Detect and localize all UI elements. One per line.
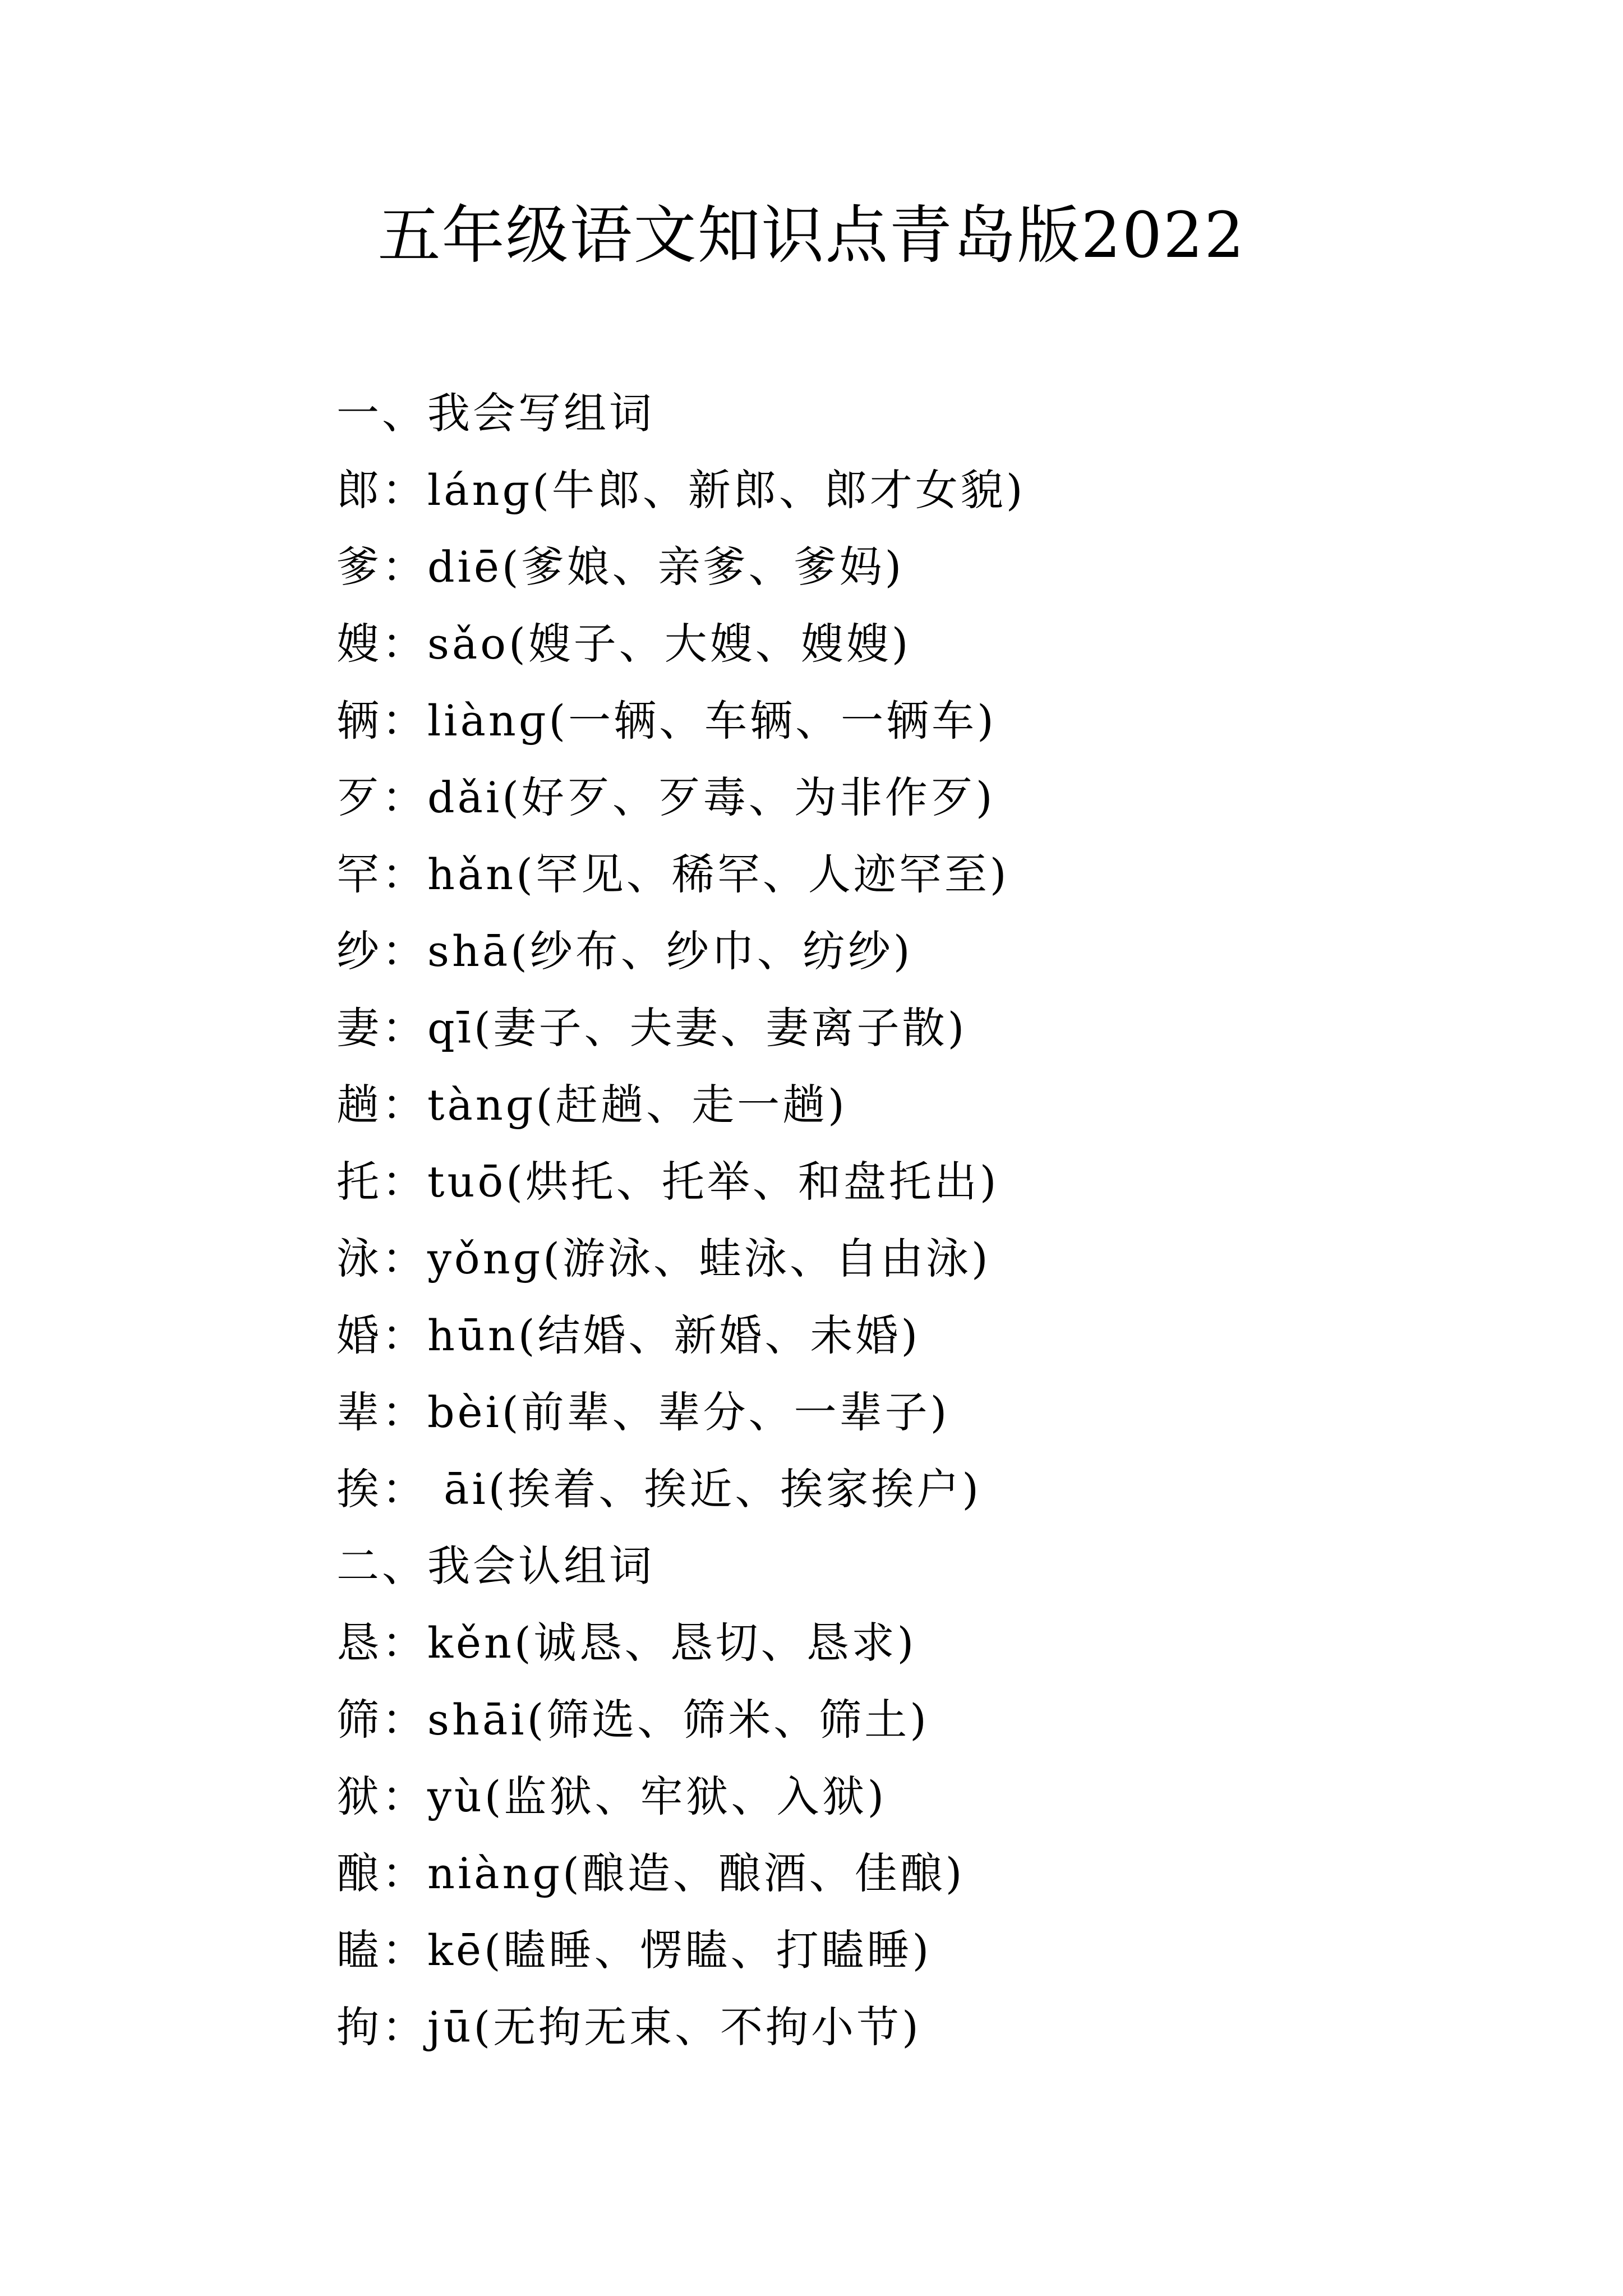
vocab-entry: 拘：jū(无拘无束、不拘小节) (336, 2002, 921, 2052)
vocab-entry: 托：tuō(烘托、托举、和盘托出) (336, 1157, 999, 1207)
document-title: 五年级语文知识点青岛版2022 (377, 199, 1246, 272)
vocab-entry: 辈：bèi(前辈、辈分、一辈子) (336, 1387, 950, 1437)
vocab-entry: 歹：dǎi(好歹、歹毒、为非作歹) (336, 772, 995, 822)
document-body (336, 375, 1026, 2065)
vocab-entry: 瞌：kē(瞌睡、愣瞌、打瞌睡) (336, 1925, 932, 1975)
vocab-entry: 筛：shāi(筛选、筛米、筛土) (336, 1695, 929, 1745)
vocab-entry: 爹：diē(爹娘、亲爹、爹妈) (336, 542, 905, 592)
section-heading-write: 一、我会写组词 (336, 388, 654, 438)
vocab-entry: 狱：yù(监狱、牢狱、入狱) (336, 1772, 887, 1821)
vocab-entry: 婚：hūn(结婚、新婚、未婚) (336, 1310, 921, 1360)
vocab-entry: 纱：shā(纱布、纱巾、纺纱) (336, 926, 913, 976)
section-heading-recognize: 二、我会认组词 (336, 1541, 654, 1591)
vocab-entry: 辆：liànɡ(一辆、车辆、一辆车) (336, 696, 997, 746)
vocab-entry: 恳：kěn(诚恳、恳切、恳求) (336, 1618, 917, 1668)
vocab-entry: 趟：tànɡ(赶趟、走一趟) (336, 1080, 847, 1130)
vocab-entry: 罕：hǎn(罕见、稀罕、人迹罕至) (336, 849, 1009, 899)
vocab-entry: 挨： āi(挨着、挨近、挨家挨户) (336, 1464, 982, 1514)
vocab-entry: 酿：niànɡ(酿造、酿酒、佳酿) (336, 1848, 965, 1898)
vocab-entry: 泳：yǒnɡ(游泳、蛙泳、自由泳) (336, 1234, 991, 1283)
vocab-entry: 妻：qī(妻子、夫妻、妻离子散) (336, 1003, 967, 1053)
vocab-entry: 郎：lánɡ(牛郎、新郎、郎才女貌) (336, 465, 1026, 515)
vocab-entry: 嫂：sǎo(嫂子、大嫂、嫂嫂) (336, 619, 911, 669)
